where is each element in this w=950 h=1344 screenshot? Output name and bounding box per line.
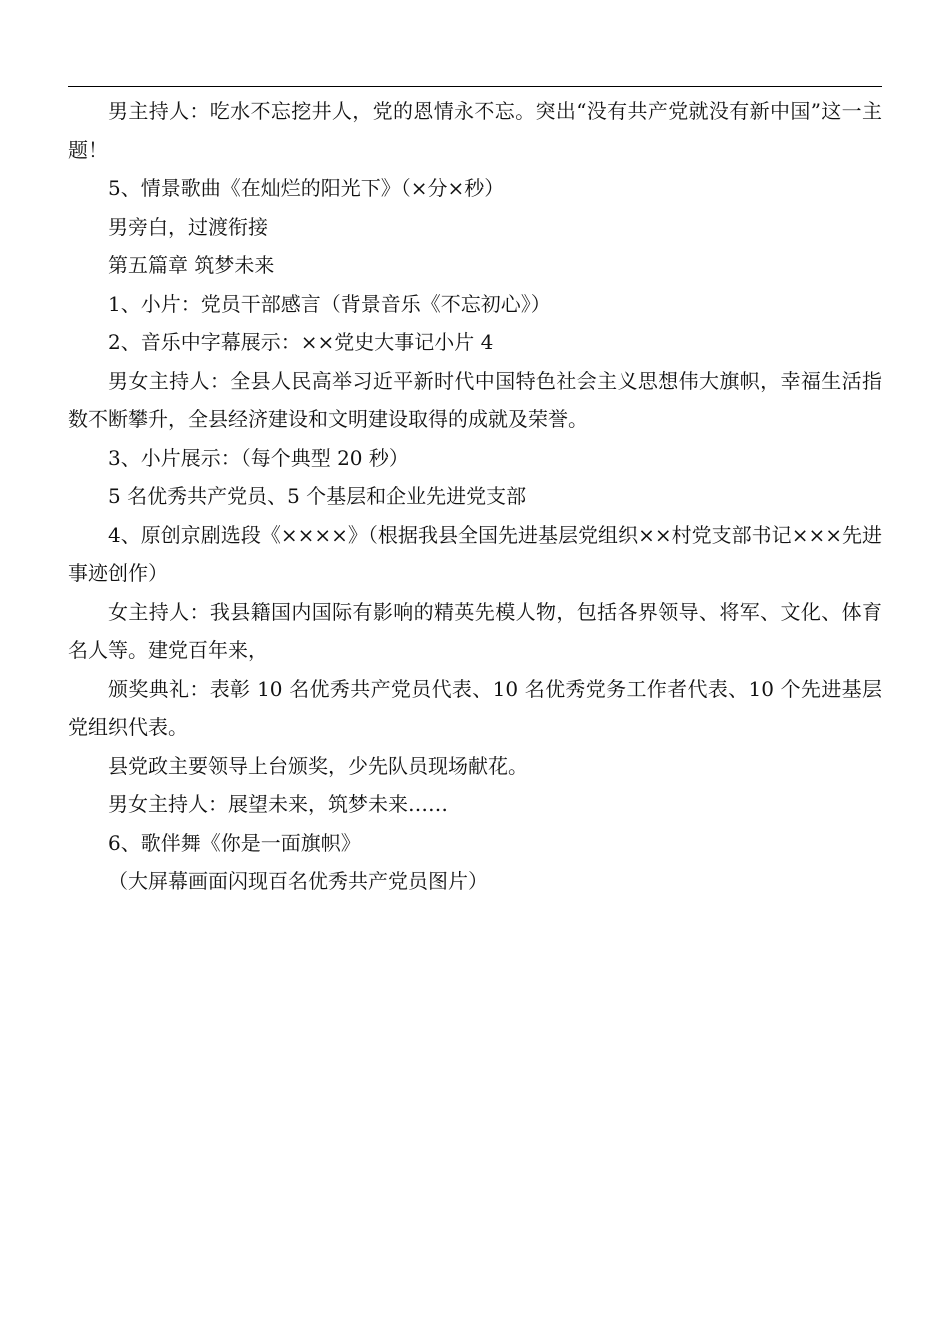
paragraph-chapter-five-title: 第五篇章 筑梦未来 [108, 253, 275, 277]
paragraph-leaders-present-awards: 县党政主要领导上台颁奖，少先队员现场献花。 [108, 753, 528, 778]
paragraph-item-4-opera: 4、原创京剧选段《××××》（根据我县全国先进基层党组织××村党支部书记×××先进事迹创作） [68, 522, 882, 585]
paragraph-hosts-closing: 男女主持人：展望未来，筑梦未来…… [108, 792, 448, 816]
paragraph-female-host: 女主持人：我县籍国内国际有影响的精英先模人物，包括各界领导、将军、文化、体育名人等。建党百年来， [68, 599, 882, 662]
paragraph-item-6-song-dance: 6、歌伴舞《你是一面旗帜》 [108, 830, 361, 855]
paragraph-item-1-short-film: 1、小片：党员干部感言（背景音乐《不忘初心》） [108, 291, 551, 316]
paragraph-male-host-intro: 男主持人：吃水不忘挖井人，党的恩情永不忘。突出“没有共产党就没有新中国”这一主题！ [68, 99, 882, 162]
paragraph-screen-note: （大屏幕画面闪现百名优秀共产党员图片） [108, 869, 488, 893]
paragraph-item-5-song: 5、情景歌曲《在灿烂的阳光下》（×分×秒） [108, 176, 505, 200]
paragraph-model-members: 5 名优秀共产党员、5 个基层和企业先进党支部 [108, 484, 527, 508]
document-body [68, 92, 882, 901]
paragraph-item-2-subtitles: 2、音乐中字幕展示：××党史大事记小片 4 [108, 330, 494, 354]
paragraph-item-3-showcase: 3、小片展示：（每个典型 20 秒） [108, 445, 409, 470]
paragraph-award-ceremony: 颁奖典礼：表彰 10 名优秀共产党员代表、10 名优秀党务工作者代表、10 个先进基层党组织代表。 [68, 676, 882, 739]
paragraph-hosts-speech: 男女主持人：全县人民高举习近平新时代中国特色社会主义思想伟大旗帜，幸福生活指数不断攀升，全县经济建设和文明建设取得的成就及荣誉。 [68, 368, 882, 431]
header-divider [68, 86, 882, 87]
paragraph-male-narration: 男旁白，过渡衔接 [108, 214, 268, 239]
